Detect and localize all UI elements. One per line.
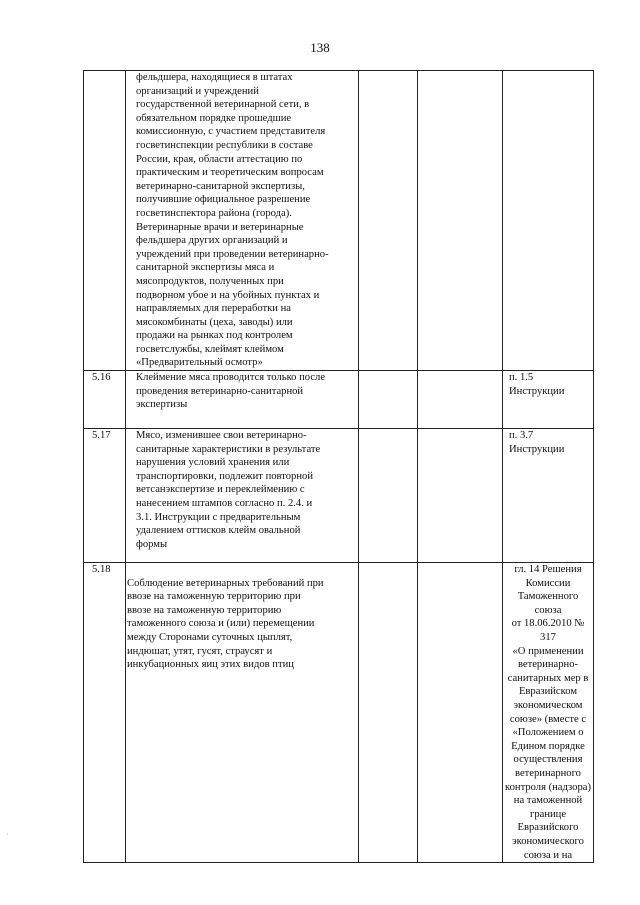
- table-row: [84, 71, 594, 371]
- scan-mark: ·: [6, 830, 9, 839]
- requirement-text-cell: фельдшера, находящиеся в штатах организаций и учреждений государственной ветеринарной сети, в обязательном порядке прошедшие комиссионную, с участием представителя госветинспекции республики в составе России, края, области аттестацию по практическим и теоретическим вопросам ветеринарно-санитарной экспертизы, получившие официальное разрешение госветинспектора района (города). Ветеринарные врачи и ветеринарные фельдшера других организаций и учреждений при проведении ветеринарно- санитарной экспертизы мяса и мясопродуктов, полученных при подворном убое и на убойных пунктах и направляемых для переработки на мясокомбинаты (цеха, заводы) или продажи на рынках под контролем госветслужбы, клеймят клеймом «Предварительный осмотр»: [126, 71, 359, 371]
- requirement-text-cell: Клеймение мяса проводится только после проведения ветеринарно-санитарной экспертизы: [126, 371, 359, 429]
- reference-cell: гл. 14 Решения Комиссии Таможенного союза от 18.06.2010 № 317 «О применении ветеринарно- санитарных мер в Евразийском экономическом союзе» (вместе с «Положением о Едином порядке осуществления ветеринарного контроля (надзора) на таможенной границе Евразийского экономического союза и на: [503, 563, 594, 863]
- requirement-text-cell: Соблюдение ветеринарных требований при ввозе на таможенную территорию при ввозе на таможенную территорию таможенного союза и (или) перемещении между Сторонами суточных цыплят, индюшат, утят, гусят, страусят и инкубационных яиц этих видов птиц: [126, 563, 359, 863]
- empty-cell: [418, 429, 503, 563]
- reference-cell: п. 3.7 Инструкции: [503, 429, 594, 563]
- table-row: [84, 429, 594, 563]
- requirements-table: [83, 70, 594, 863]
- item-number-cell: 5.17: [84, 429, 126, 563]
- empty-cell: [418, 371, 503, 429]
- table-row: [84, 563, 594, 863]
- empty-cell: [359, 371, 418, 429]
- empty-cell: [418, 563, 503, 863]
- reference-cell: [503, 71, 594, 371]
- empty-cell: [359, 429, 418, 563]
- item-number-cell: 5.16: [84, 371, 126, 429]
- empty-cell: [359, 563, 418, 863]
- item-number-cell: [84, 71, 126, 371]
- table-row: [84, 371, 594, 429]
- page-number: 138: [310, 40, 330, 55]
- requirement-text-cell: Мясо, изменившее свои ветеринарно- санитарные характеристики в результате нарушения условий хранения или транспортировки, подлежит повторной ветсанэкспертизе и переклеймению с нанесением штампов согласно п. 2.4. и 3.1. Инструкции с предварительным удалением оттисков клейм овальной формы: [126, 429, 359, 563]
- reference-cell: п. 1.5 Инструкции: [503, 371, 594, 429]
- empty-cell: [418, 71, 503, 371]
- empty-cell: [359, 71, 418, 371]
- item-number-cell: 5.18: [84, 563, 126, 863]
